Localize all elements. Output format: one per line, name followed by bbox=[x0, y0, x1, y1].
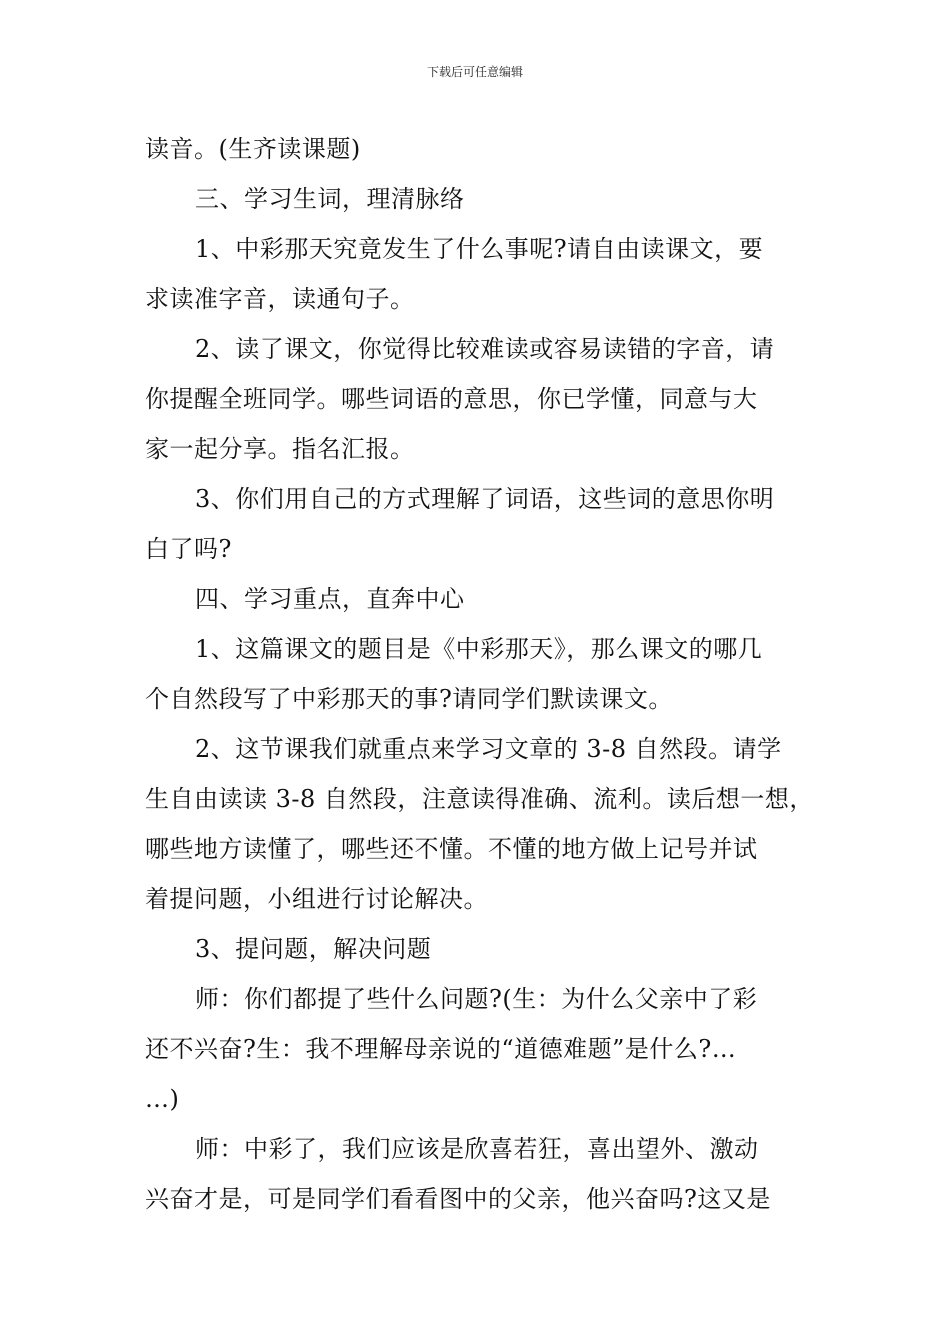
paragraph-line: 你提醒全班同学。哪些词语的意思，你已学懂，同意与大 bbox=[145, 385, 758, 413]
paragraph-line: …) bbox=[145, 1085, 180, 1113]
paragraph-line: 哪些地方读懂了，哪些还不懂。不懂的地方做上记号并试 bbox=[145, 835, 758, 863]
document-body bbox=[145, 124, 815, 1224]
paragraph-line: 家一起分享。指名汇报。 bbox=[145, 435, 415, 463]
paragraph-line: 兴奋才是，可是同学们看看图中的父亲，他兴奋吗?这又是 bbox=[145, 1185, 771, 1213]
paragraph-line: 1、这篇课文的题目是《中彩那天》，那么课文的哪几 bbox=[195, 635, 763, 663]
page-header: 下载后可任意编辑 bbox=[426, 65, 523, 79]
section-heading: 四、学习重点，直奔中心 bbox=[195, 585, 465, 613]
paragraph-line: 3、提问题，解决问题 bbox=[195, 935, 432, 963]
text-line: 读音。(生齐读课题) bbox=[145, 135, 361, 163]
paragraph-line: 着提问题，小组进行讨论解决。 bbox=[145, 885, 488, 913]
paragraph-line: 白了吗? bbox=[145, 535, 232, 563]
paragraph-line: 求读准字音，读通句子。 bbox=[145, 285, 415, 313]
paragraph-line: 1、中彩那天究竟发生了什么事呢?请自由读课文，要 bbox=[195, 235, 764, 263]
paragraph-line: 个自然段写了中彩那天的事?请同学们默读课文。 bbox=[145, 685, 673, 713]
paragraph-line: 3、你们用自己的方式理解了词语，这些词的意思你明 bbox=[195, 485, 775, 513]
section-heading: 三、学习生词，理清脉络 bbox=[195, 185, 465, 213]
paragraph-line: 师：你们都提了些什么问题?(生：为什么父亲中了彩 bbox=[195, 985, 758, 1013]
paragraph-line: 2、读了课文，你觉得比较难读或容易读错的字音，请 bbox=[195, 335, 775, 363]
paragraph-line: 生自由读读 3-8 自然段，注意读得准确、流利。读后想一想， bbox=[145, 785, 814, 813]
paragraph-line: 2、这节课我们就重点来学习文章的 3-8 自然段。请学 bbox=[195, 735, 782, 763]
paragraph-line: 师：中彩了，我们应该是欣喜若狂，喜出望外、激动 bbox=[195, 1135, 759, 1163]
paragraph-line: 还不兴奋?生：我不理解母亲说的“道德难题”是什么?… bbox=[145, 1035, 737, 1063]
